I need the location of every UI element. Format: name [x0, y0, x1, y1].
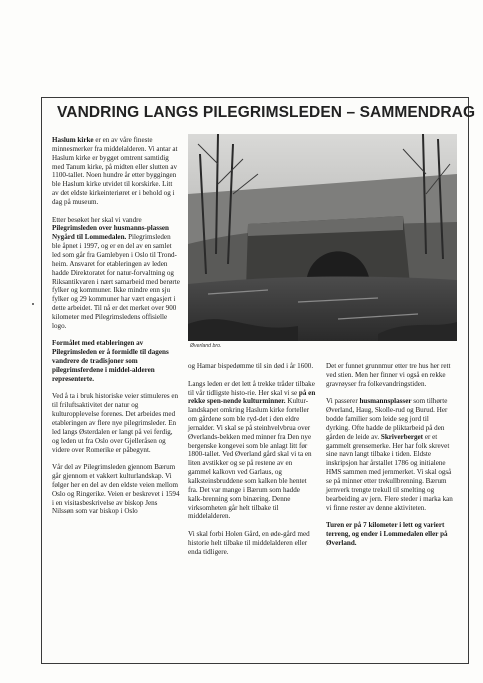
text-run: Kultur-landskapet omkring Haslum kirke forteller om gårdene som ble ryd-det i den eldre jernalder. Vi skal se på steinhvelvbrua over Øverlands-bekken med minner fra Den nye bergenske kongevei som ble anlagt litt før 1800-tallet. Ved Øverland gård skal vi ta en liten avstikker og se på restene av en gammel kalkovn ved Garlaus, og kalksteinsbruddene som kalken ble hentet fra. Det var mange i Bærum som hadde kalk-brenning som binæring. Denne virksomheten går helt tilbake til middelalderen.: [188, 397, 312, 521]
text-column-1: [52, 136, 180, 525]
text-run: Etter besøket her skal vi vandre: [52, 215, 142, 224]
bridge-photo: [188, 134, 457, 341]
paragraph: [52, 136, 180, 207]
paragraph: [52, 216, 180, 331]
paragraph: [326, 362, 454, 389]
bold-text: Turen er på 7 kilometer i lett og variert terreng, og ender i Lommedalen eller på Øverland.: [326, 521, 448, 547]
paragraph: [326, 397, 454, 512]
bold-text: Skriverberget: [380, 432, 424, 441]
text-run: Vi passerer: [326, 397, 360, 406]
text-run: Det er funnet grunnmur etter tre hus her rett ved stien. Men her finner vi også en rekke gravrøyser fra folkevandringstiden.: [326, 362, 451, 388]
bold-text: på en rekke spen-nende kulturminner.: [188, 388, 316, 406]
text-column-2: [188, 362, 316, 565]
article-title: VANDRING LANGS PILEGRIMSLEDEN – SAMMENDRAG: [57, 104, 476, 121]
text-run: er en av våre fineste minnesmerker fra middelalderen. Vi antar at Haslum kirke er bygget omtrent samtidig med Tanum kirke, på midten eller slutten av 1100-tallet. Noen hundre år etter byggingen ble Haslum kirke utvidet til korskirke. Litt av det eldste kirkeinteriøret er i behold og i dag på museum.: [52, 136, 178, 206]
text-run: Vår del av Pilegrimsleden gjennom Bærum går gjennom et vakkert kulturlandskap. Vi følger her en del av den eldste veien mellom Oslo og Ringerike. Veien er beskrevet i 1594 i en visitasbeskrivelse av biskop Jens Nilssøn som var biskop i Oslo: [52, 463, 180, 516]
paragraph: [52, 392, 180, 454]
stone-bridge-image: [188, 134, 457, 341]
bold-text: husmannsplasser: [359, 397, 412, 406]
paragraph: [326, 521, 454, 548]
paragraph: [52, 339, 180, 383]
margin-dot: [32, 303, 34, 305]
text-run: er et gammelt grensemerke. Her har folk skrevet sine navn langt tilbake i tiden. Eldste inskripsjon har årstallet 1786 og initialene HMS sammen med jernmerket. Vi skal også se på minner etter trekullbrenning. Bærum jernverk trengte trekull til smelting og bearbeiding av jern. Flere steder i marka kan vi finne rester av denne aktiviteten.: [326, 432, 453, 512]
photo-caption: Øverland bro.: [190, 343, 222, 349]
bold-text: Haslum kirke: [52, 136, 94, 144]
text-run: og Hamar bispedømme til sin død i år 1600.: [188, 362, 314, 370]
bold-text: Formålet med etableringen av Pilegrimsleden er å formidle til dagens vandrere de tradisjoner som pilegrimsferdene i middel-alderen representerte.: [52, 339, 169, 383]
text-run: Pilegrimsleden ble åpnet i 1997, og er en del av en samlet led som går fra Gamlebyen i Oslo til Trond-heim. Ansvaret for etableringen av leden hadde Direktoratet for natur-forvaltning og Riksantikvaren i nært samarbeid med berørte fylker og kommuner. Ikke mindre enn sju fylker og 29 kommuner har vært engasjert i dette arbeidet. Til nå er det merket over 900 kilometer med Pilegrimsledens offisielle logo.: [52, 233, 180, 330]
text-run: Langs leden er det lett å trekke tråder tilbake til vår tidligste histo-rie. Her skal vi se: [188, 379, 315, 397]
paragraph: [52, 463, 180, 516]
text-run: Vi skal forbi Holen Gård, en øde-gård med historie helt tilbake til middelalderen eller enda tidligere.: [188, 530, 310, 556]
text-run: som tilhørte Øverland, Haug, Skolle-rud og Burud. Her bodde familier som leide seg jord til dyrking. Ofte hadde de pliktarbeid på den gården de leide av.: [326, 397, 448, 441]
paragraph: [188, 362, 316, 371]
text-run: Ved å ta i bruk historiske veier stimuleres en til friluftsaktivitet der natur og kulturopplevelse forenes. Det arbeides med etableringen av flere nye pilegrimsleder. En led langs Østerdalen er langt på vei ferdig, og leden ut fra Oslo over Gjelleråsen og videre over Romerike er påbegynt.: [52, 392, 179, 454]
paragraph: [188, 530, 316, 557]
text-column-3: [326, 362, 454, 557]
paragraph: [188, 380, 316, 522]
bold-text: Pilegrimsleden over husmanns-plassen Nygård til Lommedalen.: [52, 224, 169, 242]
